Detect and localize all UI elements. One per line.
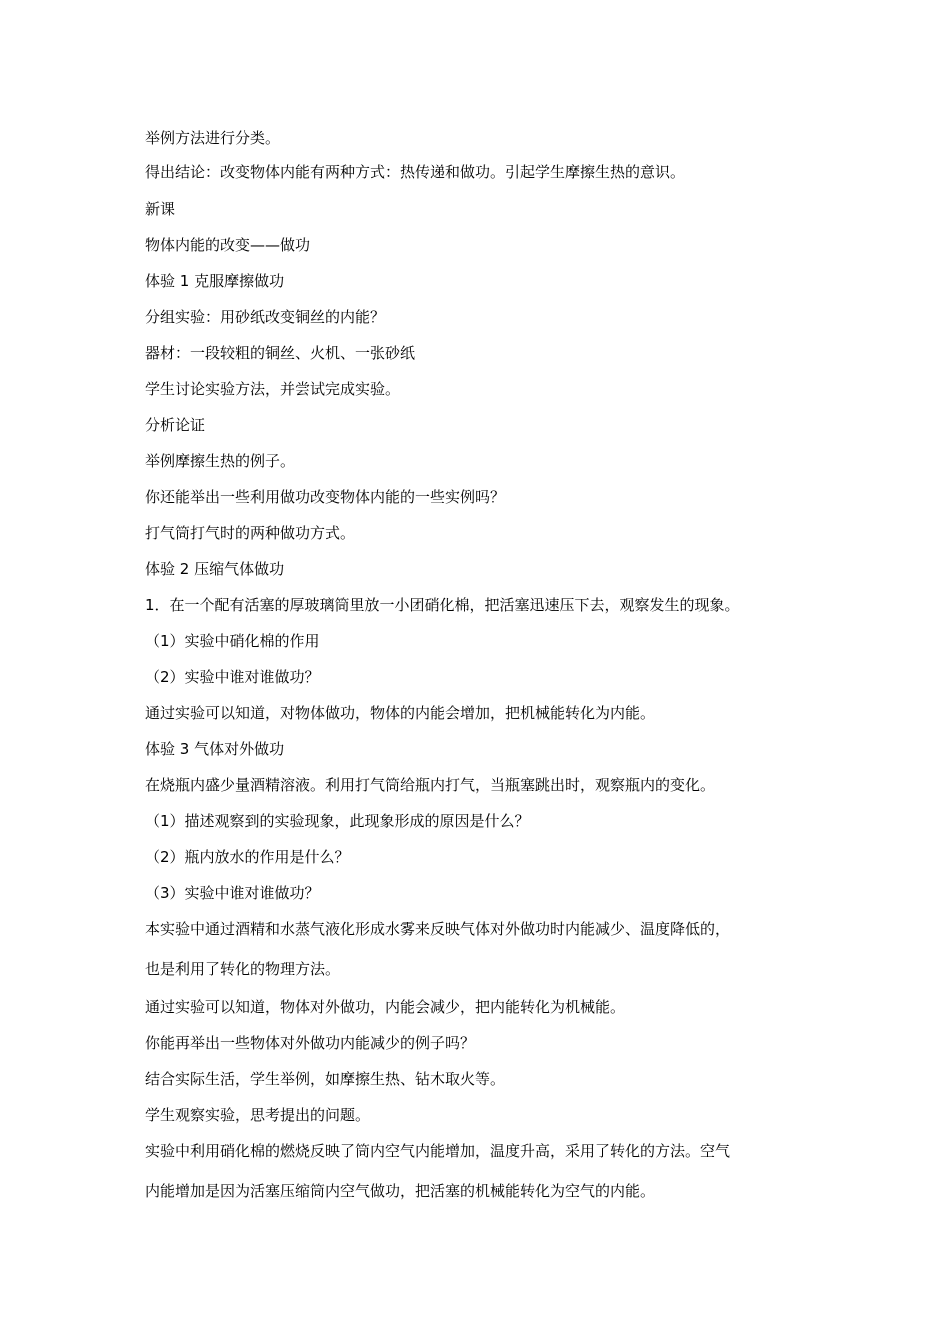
text-line: 体验 3 气体对外做功 <box>145 740 285 758</box>
text-line: 结合实际生活，学生举例，如摩擦生热、钻木取火等。 <box>145 1070 506 1088</box>
text-line: 器材：一段较粗的铜丝、火机、一张砂纸 <box>145 344 416 362</box>
text-line: 分析论证 <box>145 416 206 434</box>
text-line: （3）实验中谁对谁做功？ <box>145 884 320 902</box>
text-line: 学生观察实验，思考提出的问题。 <box>145 1106 371 1124</box>
text-line: 体验 1 克服摩擦做功 <box>145 272 285 290</box>
text-line: 新课 <box>145 200 176 218</box>
text-line: （1）描述观察到的实验现象，此现象形成的原因是什么？ <box>145 812 530 830</box>
text-line: 实验中利用硝化棉的燃烧反映了筒内空气内能增加，温度升高，采用了转化的方法。空气 <box>145 1142 731 1160</box>
text-line: 在烧瓶内盛少量酒精溶液。利用打气筒给瓶内打气，当瓶塞跳出时，观察瓶内的变化。 <box>145 776 716 794</box>
text-line: 分组实验：用砂纸改变铜丝的内能？ <box>145 308 386 326</box>
text-line: 你能再举出一些物体对外做功内能减少的例子吗？ <box>145 1034 476 1052</box>
text-line: 通过实验可以知道，对物体做功，物体的内能会增加，把机械能转化为内能。 <box>145 704 656 722</box>
text-line: （2）实验中谁对谁做功？ <box>145 668 320 686</box>
text-line: 打气筒打气时的两种做功方式。 <box>145 524 356 542</box>
text-line: （2）瓶内放水的作用是什么？ <box>145 848 350 866</box>
text-line: 学生讨论实验方法，并尝试完成实验。 <box>145 380 401 398</box>
text-line: 通过实验可以知道，物体对外做功，内能会减少，把内能转化为机械能。 <box>145 998 626 1016</box>
text-line: 内能增加是因为活塞压缩筒内空气做功，把活塞的机械能转化为空气的内能。 <box>145 1182 656 1200</box>
text-line: 得出结论：改变物体内能有两种方式：热传递和做功。引起学生摩擦生热的意识。 <box>145 163 686 181</box>
text-line: 体验 2 压缩气体做功 <box>145 560 285 578</box>
text-line: 物体内能的改变——做功 <box>145 236 311 254</box>
text-line: 举例方法进行分类。 <box>145 129 281 147</box>
text-line: 也是利用了转化的物理方法。 <box>145 960 341 978</box>
text-line: 举例摩擦生热的例子。 <box>145 452 296 470</box>
text-line: （1）实验中硝化棉的作用 <box>145 632 320 650</box>
text-line: 本实验中通过酒精和水蒸气液化形成水雾来反映气体对外做功时内能减少、温度降低的， <box>145 920 731 938</box>
text-line: 1．在一个配有活塞的厚玻璃筒里放一小团硝化棉，把活塞迅速压下去，观察发生的现象。 <box>145 596 740 614</box>
text-line: 你还能举出一些利用做功改变物体内能的一些实例吗？ <box>145 488 506 506</box>
